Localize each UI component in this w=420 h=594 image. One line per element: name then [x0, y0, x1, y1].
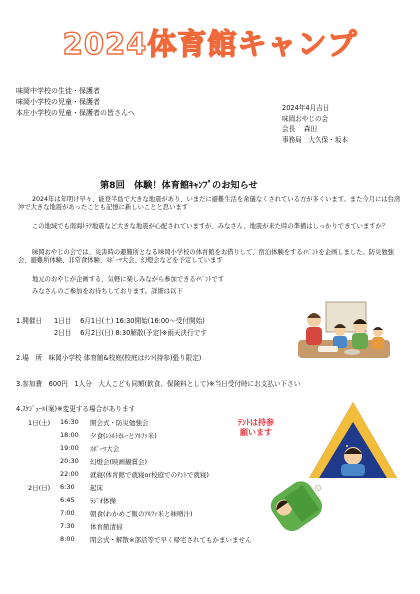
paragraph: 味岡おやじの会では、災害時の避難所となる味岡小学校の体育館をお借りして、宿泊体験をするｲﾍﾞﾝﾄを企画しました。防災勉強会、避難所体験、非常食体験、ｽﾎﾟｰﾂ大会、幻燈会などを予定しています — [18, 249, 394, 265]
tent-callout — [238, 418, 274, 438]
fee-line: 3.参加費 600円 1人分 大人こども同額(飲食、保険料として)※当日受付時にお支払い下さい — [16, 380, 301, 388]
dates-label: 1.開催日 — [16, 317, 43, 325]
schedule-row: 8:00 閉会式・解散※部活等で早く帰宅されてもかまいません — [60, 535, 252, 544]
paragraph: みなさんのご参加をお待ちしております。詳細は以下 — [32, 288, 183, 295]
schedule-label: 4.ｽｹｼﾞｭｰﾙ(案)※変更する場合があります — [16, 405, 136, 413]
chair-name: 会長 森田 — [282, 125, 318, 133]
callout-line: 願います — [240, 428, 272, 437]
recipient-line: 味岡小学校の児童・保護者 — [16, 98, 100, 106]
paragraph: 2024年は年明け早々、能登半島で大きな地震があり、いまだに避難生活を余儀なくされている方が多くいます。また今月には台湾沖で大きな地震があったことも記憶に新しいことと思います — [18, 196, 401, 212]
notice-heading: 第8回 体験！体育館ｷｬﾝﾌﾟのお知らせ — [100, 180, 258, 191]
recipient-line: 本庄小学校の児童・保護者の皆さんへ — [16, 109, 135, 117]
date-day1: 1日目 6月1日(土) 16:30開始(16:00～受付開始) — [54, 317, 205, 325]
schedule-row: 7:00 朝食(わかめご飯のｱﾙﾌｧ米と味噌汁) — [60, 509, 193, 518]
paragraph: 地元のおやじが企画する、気軽に楽しみながら参加できるｲﾍﾞﾝﾄです — [32, 276, 225, 283]
tent-night-illustration — [305, 398, 401, 482]
schedule-row: 2日(日) 6:30 起床 — [28, 483, 103, 492]
schedule-row: 20:30 幻燈会(映画観賞会) — [60, 457, 148, 466]
schedule-row: 18:00 夕食(ﾚﾄﾙﾄｶﾚｰとｱﾙﾌｧ米) — [60, 431, 157, 440]
family-camping-illustration — [296, 292, 392, 362]
schedule-row: 1日(土) 16:30 開会式・防災勉強会 — [28, 418, 149, 427]
date-day2: 2日目 6月2日(日) 8:30解散(予定)※雨天決行です — [54, 329, 207, 337]
office-names: 事務局 大久保・坂本 — [282, 135, 348, 144]
schedule-row: 7:30 体育館清掃 — [60, 522, 123, 531]
page-title: 2024体育館キャンプ — [62, 27, 358, 61]
recipient-line: 味岡中学校の生徒・保護者 — [16, 87, 100, 95]
issue-date: 2024年4月吉日 — [282, 104, 330, 112]
schedule-row: 22:00 就寝(体育館で就寝or校庭でのﾃﾝﾄで就寝) — [60, 470, 209, 479]
recipients — [16, 86, 135, 119]
paragraph: この地域でも南海ﾄﾗﾌ地震など大きな地震が心配されていますが、みなさん、地震が来た時の準備はしっかりできていますか？ — [32, 223, 389, 230]
callout-line: ﾃﾝﾄは持参 — [238, 418, 274, 427]
sleeping-bag-illustration — [262, 476, 332, 538]
sender-block — [282, 103, 348, 145]
schedule-row: 19:00 ｽﾎﾟｰﾂ大会 — [60, 444, 120, 453]
org-name: 味岡おやじの会 — [282, 114, 329, 123]
place-line: 2.場 所 味岡小学校 体育館&校庭(校庭はﾃﾝﾄ(持参)張り限定) — [16, 354, 202, 362]
schedule-row: 6:45 ﾗｼﾞｵ体操 — [60, 496, 116, 505]
